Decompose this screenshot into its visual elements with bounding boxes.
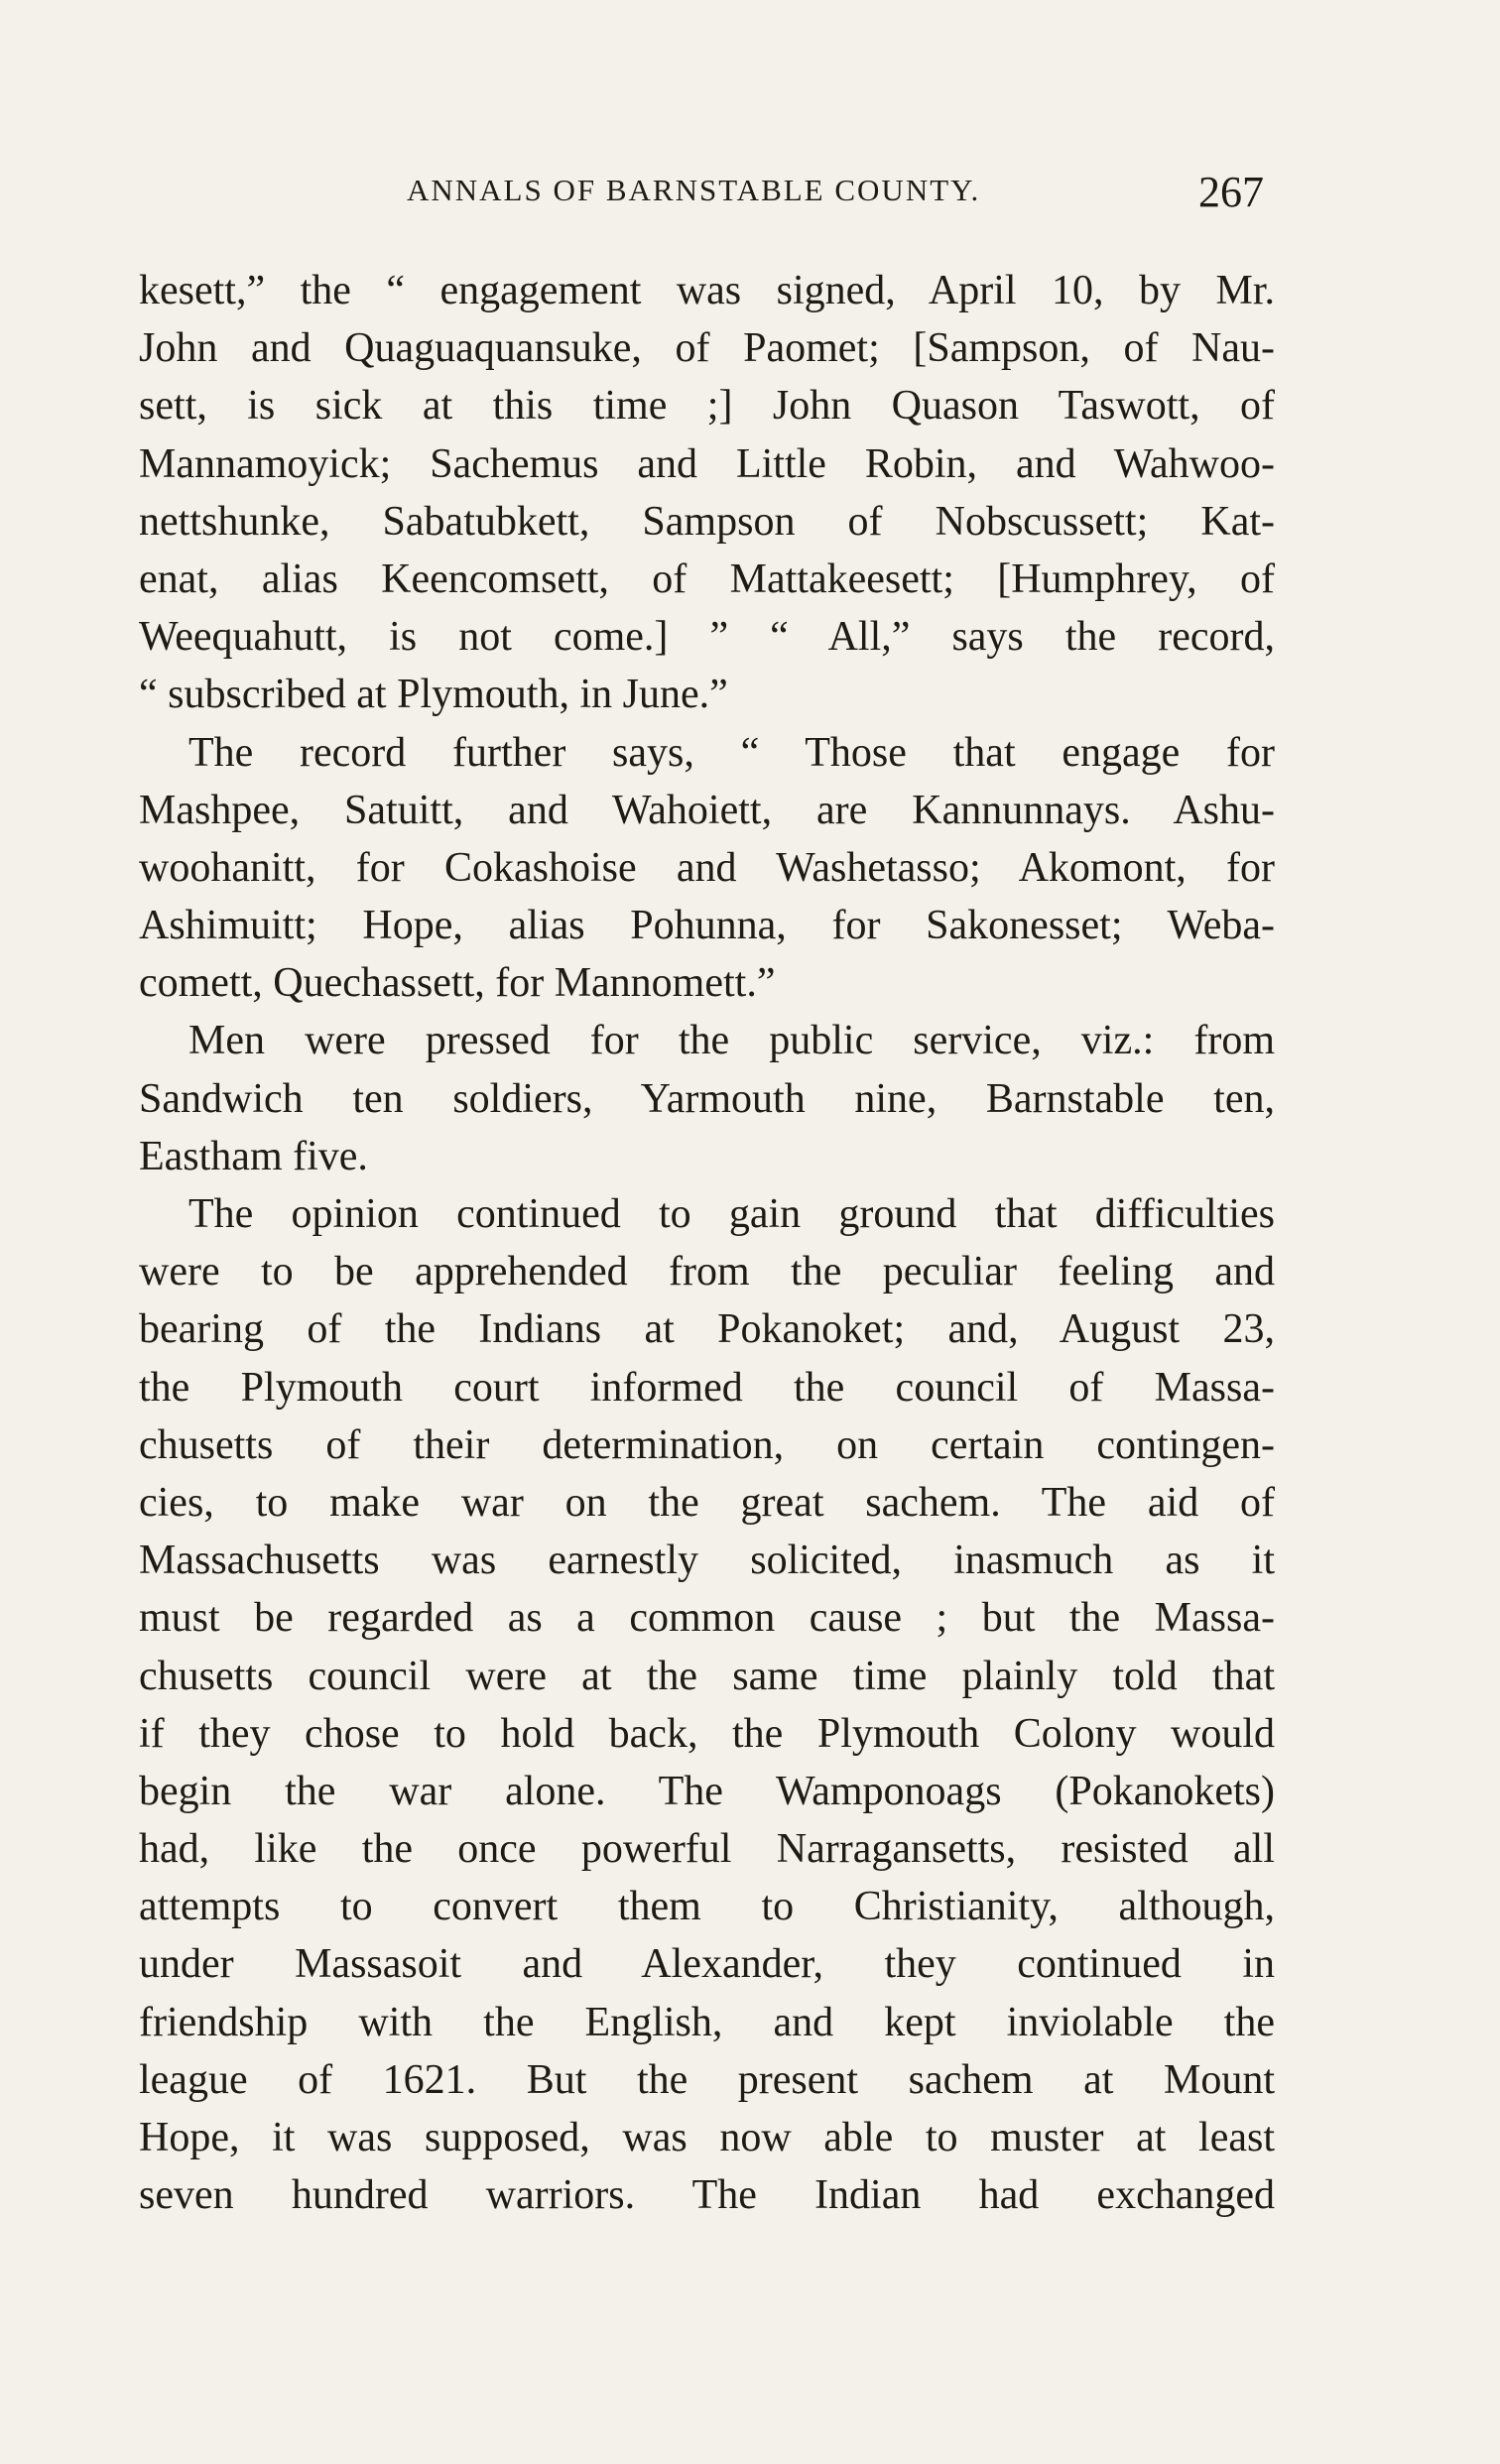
text-line: chusetts of their determination, on certain contingen- [139, 1421, 1275, 1468]
text-line: enat, alias Keencomsett, of Mattakeesett; [Humphrey, of [139, 555, 1275, 602]
text-line: The opinion continued to gain ground that difficulties [188, 1191, 1275, 1237]
text-line: league of 1621. But the present sachem at Mount [139, 2056, 1275, 2103]
body-text [139, 262, 1275, 2224]
text-line: John and Quaguaquansuke, of Paomet; [Sampson, of Nau- [139, 325, 1275, 372]
text-line: were to be apprehended from the peculiar feeling and [139, 1249, 1275, 1295]
text-line: Hope, it was supposed, was now able to muster at least [139, 2115, 1275, 2160]
text-line: Massachusetts was earnestly solicited, inasmuch as it [139, 1538, 1275, 1584]
text-line: Mashpee, Satuitt, and Wahoiett, are Kannunnays. Ashu- [139, 787, 1275, 833]
page-number: 267 [1198, 168, 1264, 216]
text-line: woohanitt, for Cokashoise and Washetasso; Akomont, for [139, 844, 1275, 891]
text-line: attempts to convert them to Christianity, although, [139, 1884, 1275, 1930]
text-line: Men were pressed for the public service, viz.: from [188, 1018, 1275, 1064]
text-line: comett, Quechassett, for Mannomett.” [139, 960, 776, 1007]
text-line: nettshunke, Sabatubkett, Sampson of Nobscussett; Kat- [139, 498, 1275, 545]
text-line: if they chose to hold back, the Plymouth Colony would [139, 1710, 1275, 1757]
text-line: must be regarded as a common cause ; but the Massa- [139, 1595, 1275, 1642]
text-line: sett, is sick at this time ;] John Quason Taswott, of [139, 383, 1275, 430]
text-line: begin the war alone. The Wamponoags (Pokanokets) [139, 1768, 1275, 1814]
text-line: under Massasoit and Alexander, they continued in [139, 1941, 1275, 1988]
text-line: chusetts council were at the same time plainly told that [139, 1653, 1275, 1699]
text-line: seven hundred warriors. The Indian had exchanged [139, 2172, 1275, 2219]
text-line: friendship with the English, and kept inviolable the [139, 1999, 1275, 2045]
running-head [0, 167, 1500, 216]
text-line: cies, to make war on the great sachem. The aid of [139, 1479, 1275, 1526]
text-line: bearing of the Indians at Pokanoket; and, August 23, [139, 1306, 1275, 1353]
text-line: the Plymouth court informed the council of Massa- [139, 1364, 1275, 1411]
text-line: “ subscribed at Plymouth, in June.” [139, 672, 728, 718]
text-line: had, like the once powerful Narragansetts, resisted all [139, 1826, 1275, 1873]
running-title: ANNALS OF BARNSTABLE COUNTY. [407, 173, 981, 207]
text-line: Weequahutt, is not come.] ” “ All,” says the record, [139, 614, 1275, 661]
text-line: Ashimuitt; Hope, alias Pohunna, for Sakonesset; Weba- [139, 903, 1275, 949]
text-line: Mannamoyick; Sachemus and Little Robin, and Wahwoo- [139, 440, 1275, 487]
text-line: Eastham five. [139, 1133, 368, 1179]
text-line: The record further says, “ Those that engage for [188, 729, 1275, 776]
text-line: kesett,” the “ engagement was signed, April 10, by Mr. [139, 268, 1275, 313]
text-line: Sandwich ten soldiers, Yarmouth nine, Barnstable ten, [139, 1075, 1275, 1122]
